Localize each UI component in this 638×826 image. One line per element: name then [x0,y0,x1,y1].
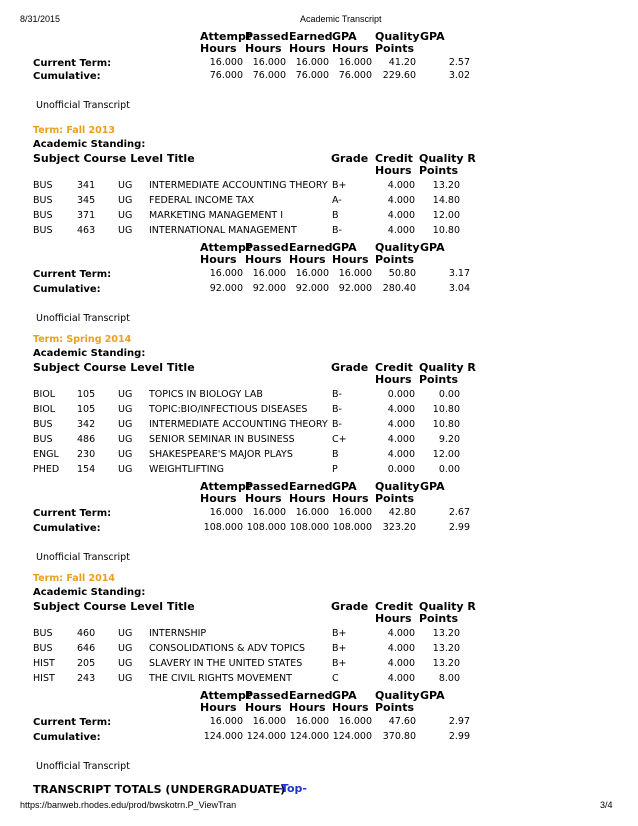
course-grade: C [332,673,339,684]
term-cumulative-label: Cumulative: [33,523,101,534]
print-title: Academic Transcript [300,14,382,24]
course-title: INTERMEDIATE ACCOUNTING THEORY [149,180,328,191]
prior-cumulative-value: 3.02 [448,70,470,81]
course-level: UG [118,404,133,415]
term-totals-quality-points-header: Quality [375,480,420,493]
term-current-term-label: Current Term: [33,508,112,519]
course-column-header: Subject Course Level Title [33,600,195,613]
term-current-term-value: 16.000 [295,716,329,727]
course-number: 342 [77,419,96,430]
course-number: 460 [77,628,96,639]
credit-hours-header-line2: Hours [375,164,412,177]
term-totals-attempt-hours-header: Attempt [200,241,252,254]
course-quality-points: 0.00 [438,464,460,475]
prior-current-term-value: 16.000 [295,57,329,68]
term-cumulative-value: 124.000 [289,731,329,742]
quality-points-header-line2: Points [419,612,459,625]
course-level: UG [118,434,133,445]
term-totals-quality-points-header: Quality [375,241,420,254]
course-number: 243 [77,673,96,684]
term-cumulative-value: 3.04 [448,283,470,294]
course-number: 105 [77,404,96,415]
course-grade: P [332,464,338,475]
course-quality-points: 13.20 [432,643,460,654]
course-number: 345 [77,195,96,206]
course-level: UG [118,464,133,475]
course-column-header: Subject Course Level Title [33,152,195,165]
top-link[interactable]: -Top- [278,782,307,795]
term-current-term-value: 16.000 [252,507,286,518]
quality-points-header-line2: Points [419,373,459,386]
quality-points-header: Quality R [419,152,476,165]
course-level: UG [118,195,133,206]
grade-column-header: Grade [331,361,369,374]
term-cumulative-value: 124.000 [203,731,243,742]
term-cumulative-value: 108.000 [332,522,372,533]
course-credit-hours: 4.000 [387,449,415,460]
course-quality-points: 13.20 [432,658,460,669]
course-credit-hours: 4.000 [387,404,415,415]
term-totals-quality-points-header-line2: Points [375,253,415,266]
credit-hours-header: Credit [375,361,413,374]
term-totals-gpa-hours-header-line2: Hours [332,701,369,714]
transcript-totals-heading: TRANSCRIPT TOTALS (UNDERGRADUATE) [33,783,286,796]
term-totals-attempt-hours-header-line2: Hours [200,492,237,505]
course-title: MARKETING MANAGEMENT I [149,210,284,221]
course-title: THE CIVIL RIGHTS MOVEMENT [149,673,292,684]
term-cumulative-value: 2.99 [448,731,470,742]
prior-cumulative-value: 76.000 [209,70,243,81]
course-subject: ENGL [33,449,59,460]
course-credit-hours: 4.000 [387,195,415,206]
quality-points-header: Quality R [419,361,476,374]
term-totals-gpa-hours-header: GPA [332,480,357,493]
term-current-term-value: 16.000 [338,507,372,518]
credit-hours-header-line2: Hours [375,612,412,625]
prior-cumulative-value: 229.60 [382,70,416,81]
prior-current-term-label: Current Term: [33,58,112,69]
term-cumulative-label: Cumulative: [33,284,101,295]
term-current-term-value: 16.000 [209,268,243,279]
term-current-term-value: 3.17 [448,268,470,279]
prior-totals-earned-hours-header-line2: Hours [289,42,326,55]
term-heading: Term: Fall 2014 [33,573,115,584]
prior-totals-passed-hours-header: Passed [245,30,289,43]
academic-standing-label: Academic Standing: [33,587,146,598]
course-level: UG [118,210,133,221]
term-totals-earned-hours-header-line2: Hours [289,492,326,505]
term-totals-passed-hours-header: Passed [245,241,289,254]
prior-totals-gpa-header: GPA [420,30,445,43]
term-cumulative-value: 92.000 [338,283,372,294]
term-cumulative-value: 92.000 [252,283,286,294]
course-subject: BUS [33,180,53,191]
term-current-term-value: 16.000 [252,716,286,727]
course-quality-points: 0.00 [438,389,460,400]
term-totals-gpa-hours-header: GPA [332,241,357,254]
term-totals-attempt-hours-header-line2: Hours [200,701,237,714]
course-level: UG [118,449,133,460]
course-number: 646 [77,643,96,654]
term-heading: Term: Fall 2013 [33,125,115,136]
unofficial-transcript-label: Unofficial Transcript [36,761,130,772]
term-current-term-value: 2.67 [448,507,470,518]
quality-points-header: Quality R [419,600,476,613]
prior-totals-passed-hours-header-line2: Hours [245,42,282,55]
credit-hours-header: Credit [375,152,413,165]
credit-hours-header-line2: Hours [375,373,412,386]
course-credit-hours: 4.000 [387,673,415,684]
course-number: 105 [77,389,96,400]
term-current-term-value: 47.60 [388,716,416,727]
course-grade: B- [332,419,342,430]
course-level: UG [118,643,133,654]
course-credit-hours: 4.000 [387,434,415,445]
course-level: UG [118,419,133,430]
term-totals-passed-hours-header-line2: Hours [245,253,282,266]
term-cumulative-value: 280.40 [382,283,416,294]
course-grade: B+ [332,180,347,191]
term-cumulative-value: 108.000 [203,522,243,533]
term-current-term-value: 42.80 [388,507,416,518]
unofficial-transcript-label: Unofficial Transcript [36,100,130,111]
course-subject: BUS [33,643,53,654]
term-totals-passed-hours-header: Passed [245,480,289,493]
course-quality-points: 10.80 [432,404,460,415]
course-grade: B+ [332,643,347,654]
term-current-term-label: Current Term: [33,269,112,280]
prior-totals-earned-hours-header: Earned [289,30,333,43]
prior-cumulative-label: Cumulative: [33,71,101,82]
term-totals-earned-hours-header: Earned [289,241,333,254]
prior-totals-gpa-hours-header-line2: Hours [332,42,369,55]
term-totals-passed-hours-header-line2: Hours [245,492,282,505]
prior-cumulative-value: 76.000 [295,70,329,81]
course-grade: B- [332,225,342,236]
grade-column-header: Grade [331,600,369,613]
grade-column-header: Grade [331,152,369,165]
term-heading: Term: Spring 2014 [33,334,132,345]
term-totals-earned-hours-header: Earned [289,480,333,493]
course-level: UG [118,628,133,639]
term-cumulative-value: 124.000 [332,731,372,742]
term-current-term-label: Current Term: [33,717,112,728]
course-subject: PHED [33,464,60,475]
prior-current-term-value: 41.20 [388,57,416,68]
term-current-term-value: 50.80 [388,268,416,279]
course-subject: BIOL [33,389,56,400]
term-totals-quality-points-header-line2: Points [375,701,415,714]
course-title: SENIOR SEMINAR IN BUSINESS [149,434,295,445]
course-title: SHAKESPEARE'S MAJOR PLAYS [149,449,293,460]
course-quality-points: 12.00 [432,449,460,460]
term-totals-quality-points-header-line2: Points [375,492,415,505]
course-quality-points: 14.80 [432,195,460,206]
course-subject: HIST [33,673,55,684]
term-cumulative-value: 92.000 [295,283,329,294]
term-current-term-value: 16.000 [209,716,243,727]
course-grade: B- [332,404,342,415]
term-totals-gpa-hours-header-line2: Hours [332,492,369,505]
academic-standing-label: Academic Standing: [33,139,146,150]
course-title: WEIGHTLIFTING [149,464,224,475]
term-current-term-value: 16.000 [209,507,243,518]
term-totals-passed-hours-header-line2: Hours [245,701,282,714]
course-level: UG [118,225,133,236]
course-title: FEDERAL INCOME TAX [149,195,255,206]
course-credit-hours: 4.000 [387,180,415,191]
course-title: TOPIC:BIO/INFECTIOUS DISEASES [149,404,308,415]
course-quality-points: 13.20 [432,628,460,639]
term-totals-passed-hours-header: Passed [245,689,289,702]
term-current-term-value: 16.000 [338,268,372,279]
term-cumulative-value: 323.20 [382,522,416,533]
course-grade: B [332,210,339,221]
prior-totals-quality-points-header: Quality [375,30,420,43]
course-credit-hours: 4.000 [387,658,415,669]
term-cumulative-value: 2.99 [448,522,470,533]
academic-standing-label: Academic Standing: [33,348,146,359]
term-totals-gpa-header: GPA [420,689,445,702]
course-quality-points: 10.80 [432,419,460,430]
prior-current-term-value: 16.000 [209,57,243,68]
course-subject: BUS [33,419,53,430]
course-number: 154 [77,464,96,475]
prior-totals-quality-points-header-line2: Points [375,42,415,55]
print-date: 8/31/2015 [20,14,61,24]
prior-cumulative-value: 76.000 [252,70,286,81]
term-totals-gpa-hours-header-line2: Hours [332,253,369,266]
course-number: 230 [77,449,96,460]
course-quality-points: 9.20 [438,434,460,445]
prior-totals-attempt-hours-header-line2: Hours [200,42,237,55]
course-subject: BUS [33,225,53,236]
course-credit-hours: 4.000 [387,628,415,639]
prior-cumulative-value: 76.000 [338,70,372,81]
prior-totals-attempt-hours-header: Attempt [200,30,252,43]
course-subject: BUS [33,628,53,639]
term-totals-gpa-hours-header: GPA [332,689,357,702]
term-totals-attempt-hours-header: Attempt [200,480,252,493]
course-grade: B+ [332,658,347,669]
term-totals-earned-hours-header-line2: Hours [289,253,326,266]
unofficial-transcript-label: Unofficial Transcript [36,313,130,324]
term-current-term-value: 16.000 [295,507,329,518]
term-totals-attempt-hours-header: Attempt [200,689,252,702]
course-grade: B [332,449,339,460]
prior-current-term-value: 2.57 [448,57,470,68]
course-credit-hours: 4.000 [387,419,415,430]
course-title: TOPICS IN BIOLOGY LAB [149,389,263,400]
term-totals-gpa-header: GPA [420,480,445,493]
course-quality-points: 12.00 [432,210,460,221]
credit-hours-header: Credit [375,600,413,613]
course-grade: C+ [332,434,347,445]
course-subject: BIOL [33,404,56,415]
term-totals-earned-hours-header: Earned [289,689,333,702]
course-subject: HIST [33,658,55,669]
course-level: UG [118,673,133,684]
term-totals-attempt-hours-header-line2: Hours [200,253,237,266]
course-title: INTERMEDIATE ACCOUNTING THEORY [149,419,328,430]
course-number: 205 [77,658,96,669]
course-subject: BUS [33,434,53,445]
course-number: 341 [77,180,96,191]
course-number: 486 [77,434,96,445]
course-level: UG [118,658,133,669]
term-current-term-value: 2.97 [448,716,470,727]
course-quality-points: 13.20 [432,180,460,191]
course-grade: A- [332,195,342,206]
term-totals-quality-points-header: Quality [375,689,420,702]
prior-current-term-value: 16.000 [338,57,372,68]
course-credit-hours: 0.000 [387,464,415,475]
footer-page-number: 3/4 [600,800,613,810]
term-cumulative-label: Cumulative: [33,732,101,743]
term-totals-gpa-header: GPA [420,241,445,254]
footer-url: https://banweb.rhodes.edu/prod/bwskotrn.P_ViewTran [20,800,237,810]
prior-totals-gpa-hours-header: GPA [332,30,357,43]
course-subject: BUS [33,210,53,221]
course-credit-hours: 4.000 [387,210,415,221]
course-title: INTERNATIONAL MANAGEMENT [149,225,297,236]
term-cumulative-value: 124.000 [246,731,286,742]
course-credit-hours: 4.000 [387,225,415,236]
course-title: CONSOLIDATIONS & ADV TOPICS [149,643,306,654]
term-totals-earned-hours-header-line2: Hours [289,701,326,714]
course-subject: BUS [33,195,53,206]
term-current-term-value: 16.000 [252,268,286,279]
course-title: SLAVERY IN THE UNITED STATES [149,658,303,669]
course-quality-points: 8.00 [438,673,460,684]
term-cumulative-value: 108.000 [289,522,329,533]
term-current-term-value: 16.000 [295,268,329,279]
course-grade: B+ [332,628,347,639]
course-grade: B- [332,389,342,400]
course-number: 463 [77,225,96,236]
course-level: UG [118,389,133,400]
course-credit-hours: 0.000 [387,389,415,400]
prior-current-term-value: 16.000 [252,57,286,68]
quality-points-header-line2: Points [419,164,459,177]
course-number: 371 [77,210,96,221]
term-current-term-value: 16.000 [338,716,372,727]
course-title: INTERNSHIP [149,628,207,639]
term-cumulative-value: 108.000 [246,522,286,533]
term-cumulative-value: 370.80 [382,731,416,742]
unofficial-transcript-label: Unofficial Transcript [36,552,130,563]
term-cumulative-value: 92.000 [209,283,243,294]
course-credit-hours: 4.000 [387,643,415,654]
course-quality-points: 10.80 [432,225,460,236]
course-column-header: Subject Course Level Title [33,361,195,374]
course-level: UG [118,180,133,191]
